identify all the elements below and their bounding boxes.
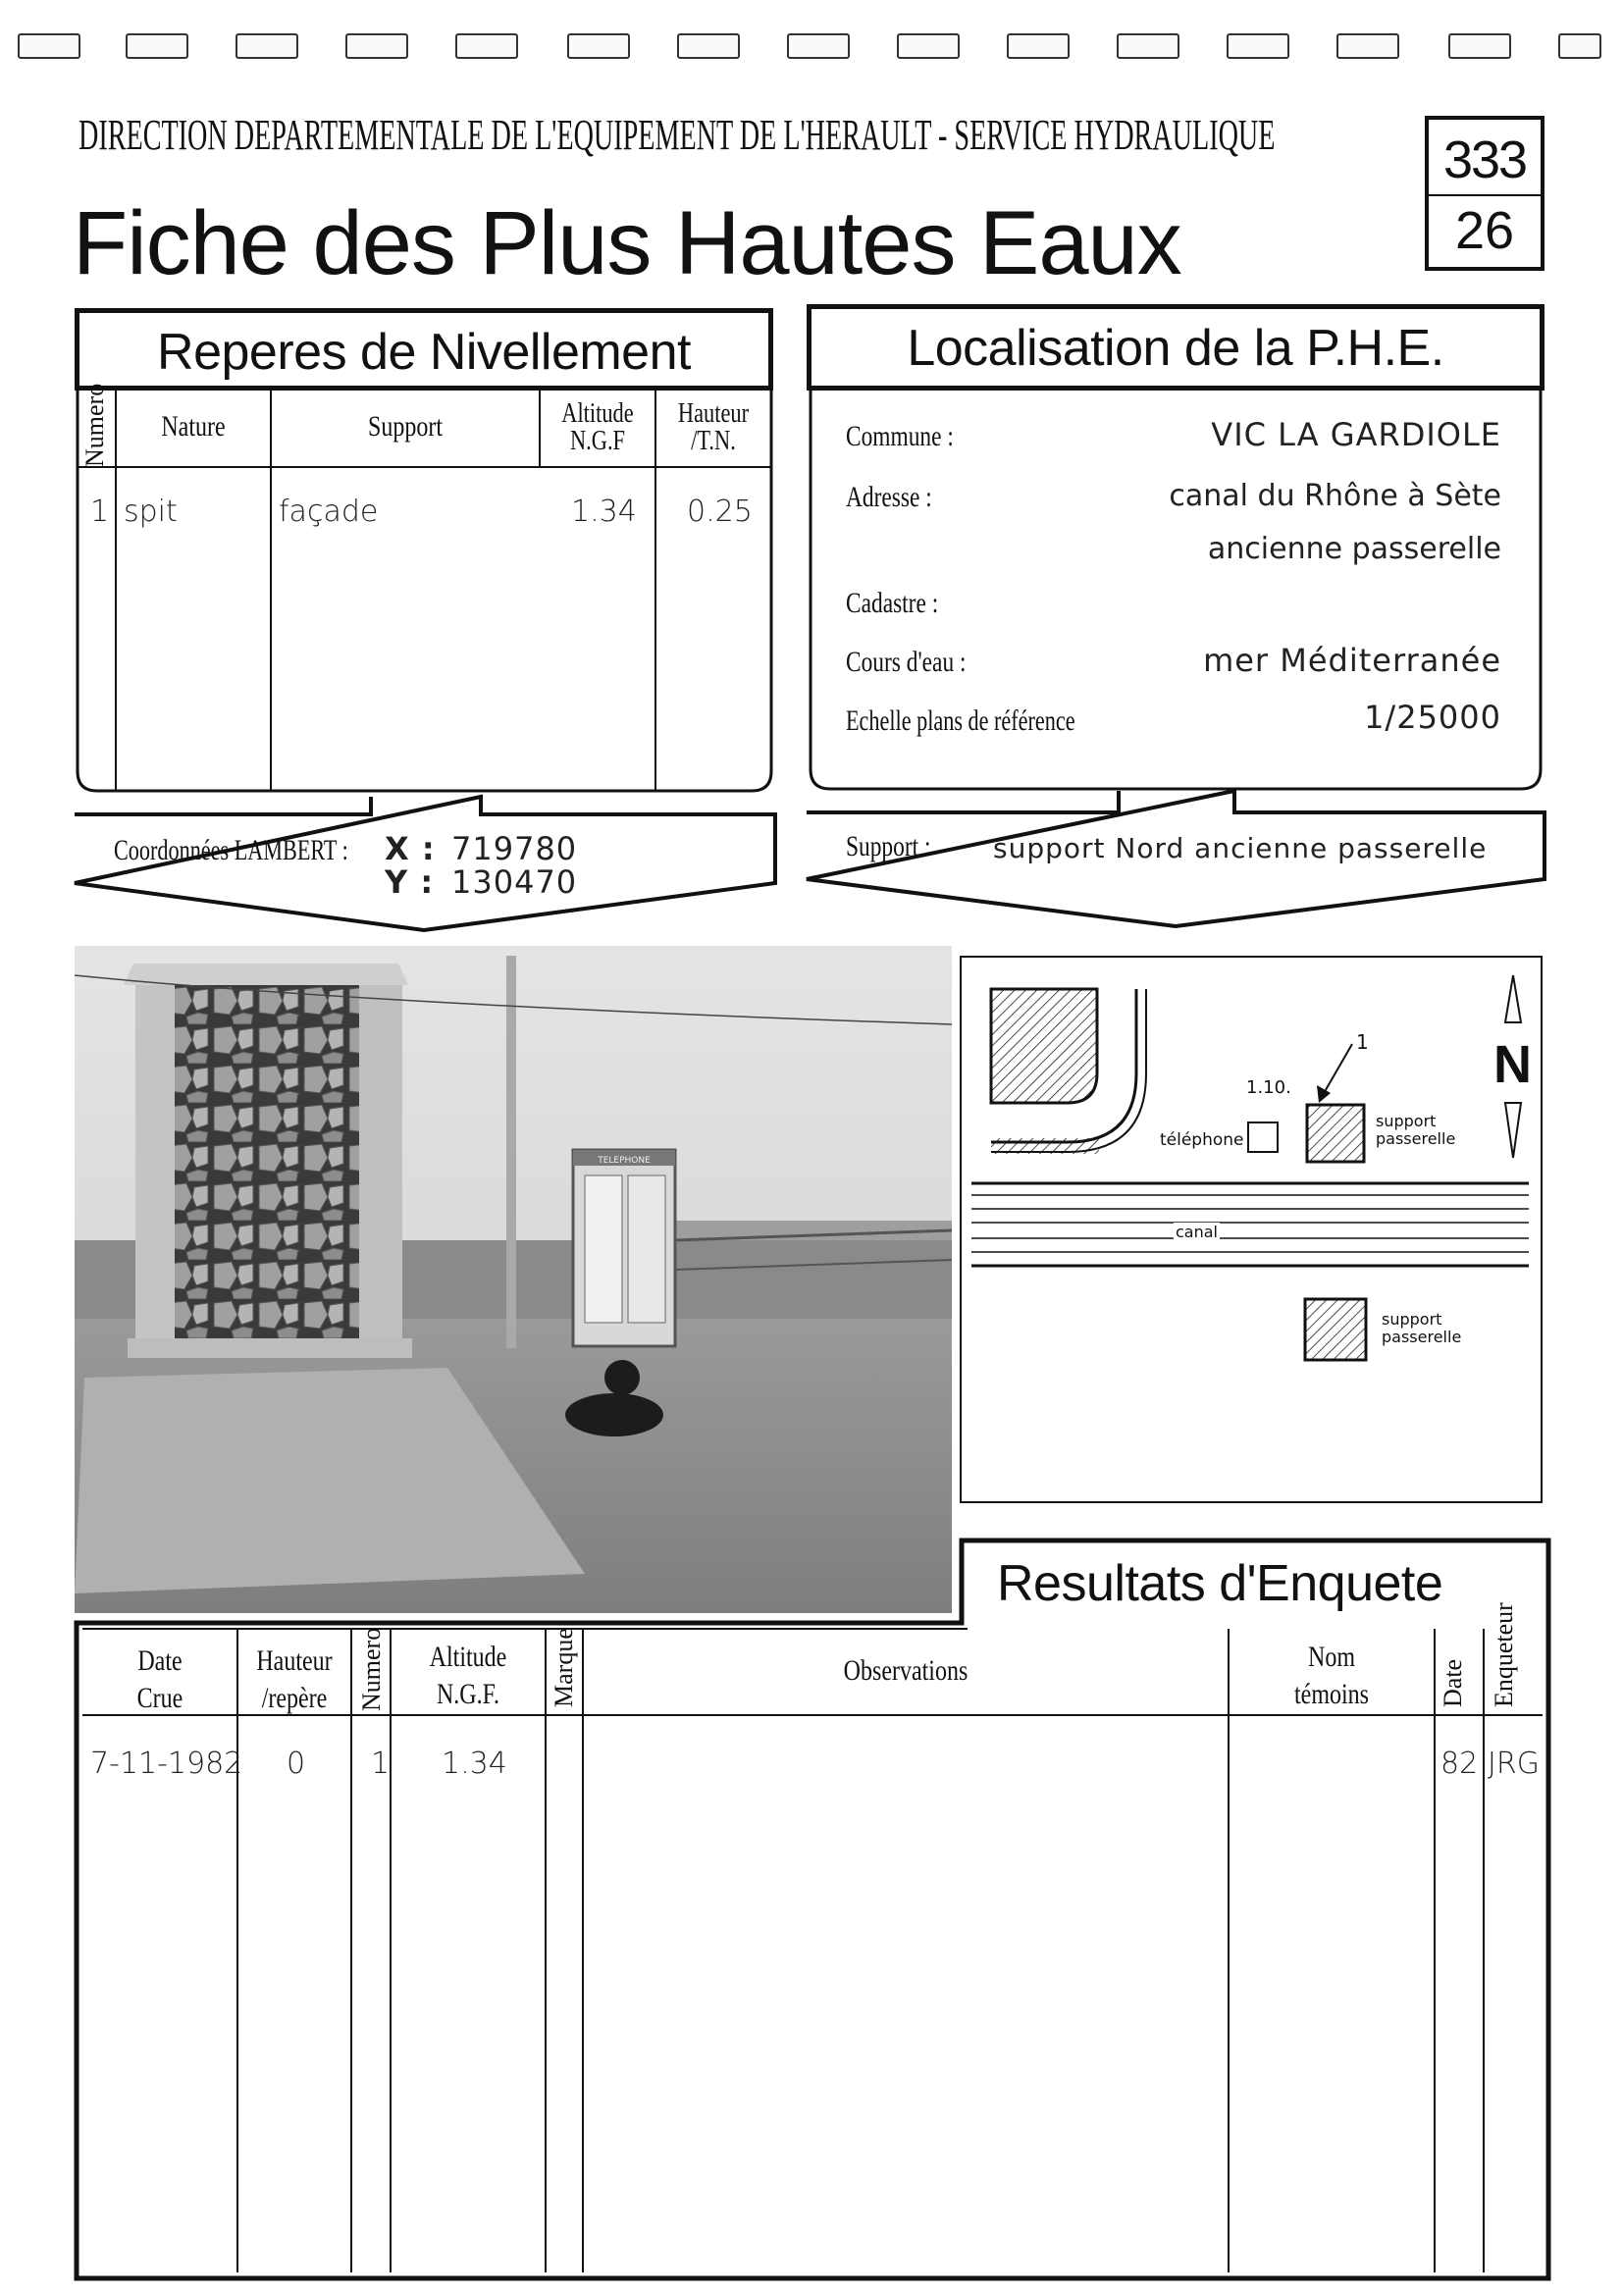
- col-date: Date: [1439, 1658, 1467, 1707]
- resultats-title: Resultats d'Enquete: [997, 1555, 1443, 1612]
- col-numero: Numero: [357, 1627, 386, 1711]
- north-icon: N: [1493, 1035, 1532, 1094]
- adresse-label: Adresse :: [846, 481, 932, 513]
- col-marque: Marque: [550, 1628, 578, 1707]
- lambert-y-value: 130470: [451, 863, 578, 901]
- adresse-line1: canal du Rhône à Sète: [1169, 479, 1501, 513]
- cours-value: mer Méditerranée: [1203, 642, 1501, 679]
- lambert-y-label: Y :: [385, 863, 435, 901]
- col-hauteur-repere: Hauteur /repère: [256, 1644, 333, 1714]
- lambert-label: Coordonnées LAMBERT :: [114, 834, 348, 866]
- cadastre-label: Cadastre :: [846, 587, 939, 619]
- commune-value: VIC LA GARDIOLE: [1211, 416, 1501, 453]
- reperes-title: Reperes de Nivellement: [157, 324, 691, 381]
- support-label-bottom: support passerelle: [1382, 1310, 1462, 1346]
- commune-label: Commune :: [846, 420, 954, 452]
- lambert-x-value: 719780: [451, 830, 578, 867]
- col-enqueteur: Enqueteur: [1490, 1602, 1518, 1707]
- adresse-line2: ancienne passerelle: [1207, 532, 1501, 566]
- ref-top: 333: [1442, 130, 1527, 189]
- localisation-title: Localisation de la P.H.E.: [907, 320, 1444, 377]
- telephone-label: téléphone: [1160, 1130, 1244, 1150]
- col-altitude: Altitude N.G.F: [561, 398, 634, 456]
- ref-bottom: 26: [1454, 201, 1515, 260]
- col-date-crue: Date Crue: [136, 1644, 183, 1714]
- echelle-label: Echelle plans de référence: [846, 704, 1075, 737]
- lambert-x-label: X :: [385, 830, 436, 867]
- canal-label: canal: [1176, 1223, 1218, 1241]
- col-support: Support: [367, 410, 443, 443]
- col-hauteur: Hauteur /T.N.: [677, 398, 750, 456]
- support-value: support Nord ancienne passerelle: [993, 832, 1488, 864]
- svg-text:TELEPHONE: TELEPHONE: [598, 1156, 651, 1166]
- col-observations: Observations: [843, 1654, 969, 1687]
- level-label: 1.10.: [1246, 1077, 1291, 1098]
- support-label: Support :: [846, 830, 931, 862]
- col-altitude: Altitude N.G.F.: [429, 1641, 507, 1710]
- cours-label: Cours d'eau :: [846, 646, 967, 678]
- echelle-value: 1/25000: [1364, 699, 1501, 736]
- col-numero: Numero: [80, 383, 109, 467]
- page-title: Fiche des Plus Hautes Eaux: [73, 193, 1181, 293]
- marker-number: 1: [1356, 1030, 1369, 1054]
- support-label-top: support passerelle: [1376, 1112, 1456, 1148]
- agency-text: DIRECTION DEPARTEMENTALE DE L'EQUIPEMENT DE L'HERAULT - SERVICE HYDRAULIQUE: [79, 111, 1276, 159]
- col-nom-temoins: Nom témoins: [1294, 1641, 1369, 1710]
- col-nature: Nature: [161, 410, 226, 443]
